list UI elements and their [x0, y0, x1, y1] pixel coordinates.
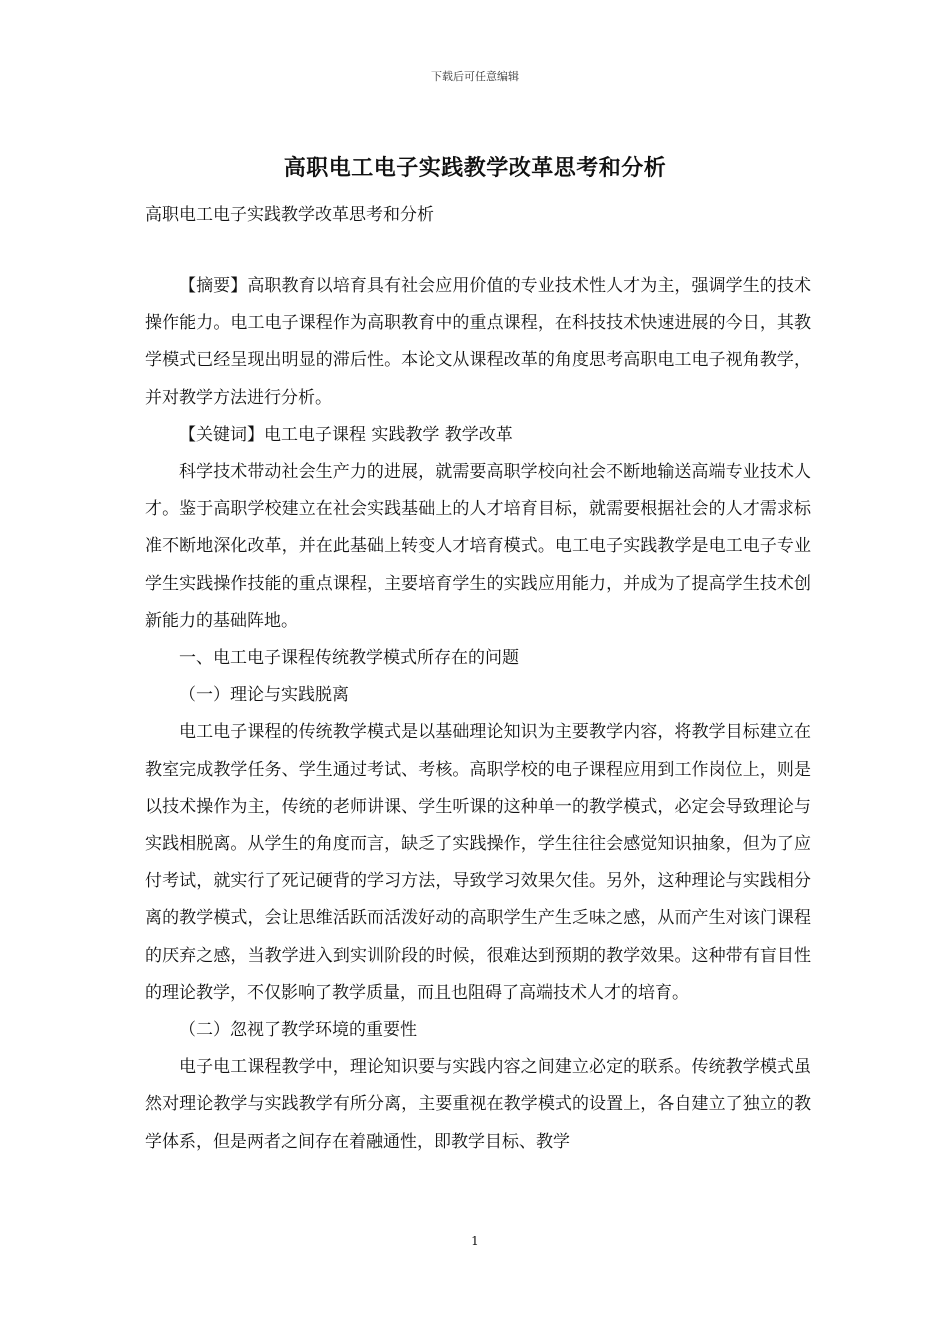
document-subtitle: 高职电工电子实践教学改革思考和分析	[145, 205, 434, 225]
body-paragraph-1: 电工电子课程的传统教学模式是以基础理论知识为主要教学内容，将教学目标建立在教室完成教学任务、学生通过考试、考核。高职学校的电子课程应用到工作岗位上，则是以技术操作为主，传统的老师讲课、学生听课的这种单一的教学模式，必定会导致理论与实践相脱离。从学生的角度而言，缺乏了实践操作，学生往往会感觉知识抽象，但为了应付考试，就实行了死记硬背的学习方法，导致学习效果欠佳。另外，这种理论与实践相分离的教学模式，会让思维活跃而活泼好动的高职学生产生乏味之感，从而产生对该门课程的厌弃之感，当教学进入到实训阶段的时候，很难达到预期的教学效果。这种带有盲目性的理论教学，不仅影响了教学质量，而且也阻碍了高端技术人才的培育。	[145, 722, 811, 1003]
document-title: 高职电工电子实践教学改革思考和分析	[283, 156, 667, 181]
header-note: 下载后可任意编辑	[431, 70, 519, 83]
keywords-paragraph: 【关键词】电工电子课程 实践教学 教学改革	[179, 424, 513, 445]
body-paragraph-2: 电子电工课程教学中，理论知识要与实践内容之间建立必定的联系。传统教学模式虽然对理论教学与实践教学有所分离，主要重视在教学模式的设置上，各自建立了独立的教学体系，但是两者之间存在着融通性，即教学目标、教学	[145, 1057, 811, 1152]
subsection-heading-1: （一）理论与实践脱离	[179, 685, 349, 706]
document-body	[145, 268, 811, 1161]
section-heading-1: 一、电工电子课程传统教学模式所存在的问题	[179, 648, 519, 669]
abstract-paragraph: 【摘要】高职教育以培育具有社会应用价值的专业技术性人才为主，强调学生的技术操作能力。电工电子课程作为高职教育中的重点课程，在科技技术快速进展的今日，其教学模式已经呈现出明显的滞后性。本论文从课程改革的角度思考高职电工电子视角教学，并对教学方法进行分析。	[145, 276, 811, 408]
intro-paragraph: 科学技术带动社会生产力的进展，就需要高职学校向社会不断地输送高端专业技术人才。鉴于高职学校建立在社会实践基础上的人才培育目标，就需要根据社会的人才需求标准不断地深化改革，并在此基础上转变人才培育模式。电工电子实践教学是电工电子专业学生实践操作技能的重点课程，主要培育学生的实践应用能力，并成为了提高学生技术创新能力的基础阵地。	[145, 462, 811, 631]
subsection-heading-2: （二）忽视了教学环境的重要性	[179, 1020, 417, 1041]
page-number: 1	[471, 1234, 479, 1248]
